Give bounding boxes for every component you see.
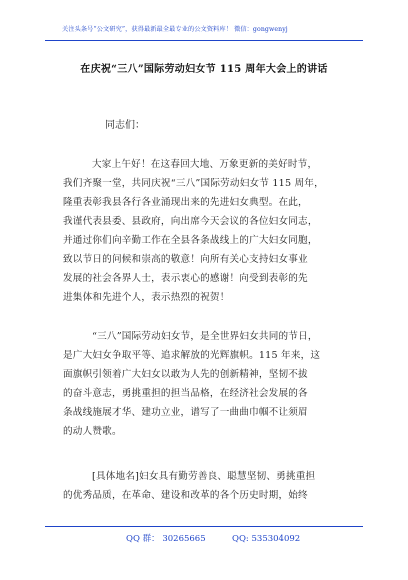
footer-qq-group: QQ 群： 30265665 [126, 534, 206, 544]
body-line: 条战线施展才华、建功立业，谱写了一曲曲巾帼不让须眉 [63, 407, 308, 418]
body-line: 进集体和先进个人，表示热烈的祝贺！ [63, 292, 230, 303]
body-line: [具体地名]妇女具有勤劳善良、聪慧坚韧、勇挑重担 [92, 471, 316, 482]
body-line: 隆重表彰我县各行各业涌现出来的先进妇女典型。在此， [63, 197, 308, 208]
body-line: 是广大妇女争取平等、追求解放的光辉旗帜。115 年来，这 [63, 350, 321, 361]
body-line: 发展的社会各界人士，表示衷心的感谢！向受到表彰的先 [63, 273, 308, 284]
header-divider [45, 40, 363, 41]
body-line: 面旗帜引领着广大妇女以敢为人先的创新精神，坚韧不拔 [63, 369, 308, 380]
body-line: “三八”国际劳动妇女节，是全世界妇女共同的节日， [92, 331, 318, 342]
body-line: 大家上午好！在这春回大地、万象更新的美好时节， [92, 159, 318, 170]
footer-divider [45, 526, 363, 527]
body-line: 我们齐聚一堂，共同庆祝“三八”国际劳动妇女节 115 周年， [63, 178, 324, 189]
salutation: 同志们： [105, 120, 145, 131]
body-line: 我谨代表县委、县政府，向出席今天会议的各位妇女同志， [63, 216, 318, 227]
body-line: 的优秀品质，在革命、建设和改革的各个历史时期，始终 [63, 490, 308, 501]
body-line: 的动人赞歌。 [63, 426, 122, 437]
body-line: 的奋斗意志，勇挑重担的担当品格，在经济社会发展的各 [63, 388, 308, 399]
document-title: 在庆祝“三八”国际劳动妇女节 115 周年大会上的讲话 [80, 64, 328, 75]
body-line: 致以节日的问候和崇高的敬意！向所有关心支持妇女事业 [63, 254, 308, 265]
header-banner: 关注头条号“公文研究”，获得最新最全最专业的公文资料库！ 微信：gongwenyj [62, 26, 288, 33]
body-line: 并通过你们向辛勤工作在全县各条战线上的广大妇女同胞， [63, 235, 318, 246]
footer-qq-number: QQ: 535304092 [232, 534, 301, 544]
